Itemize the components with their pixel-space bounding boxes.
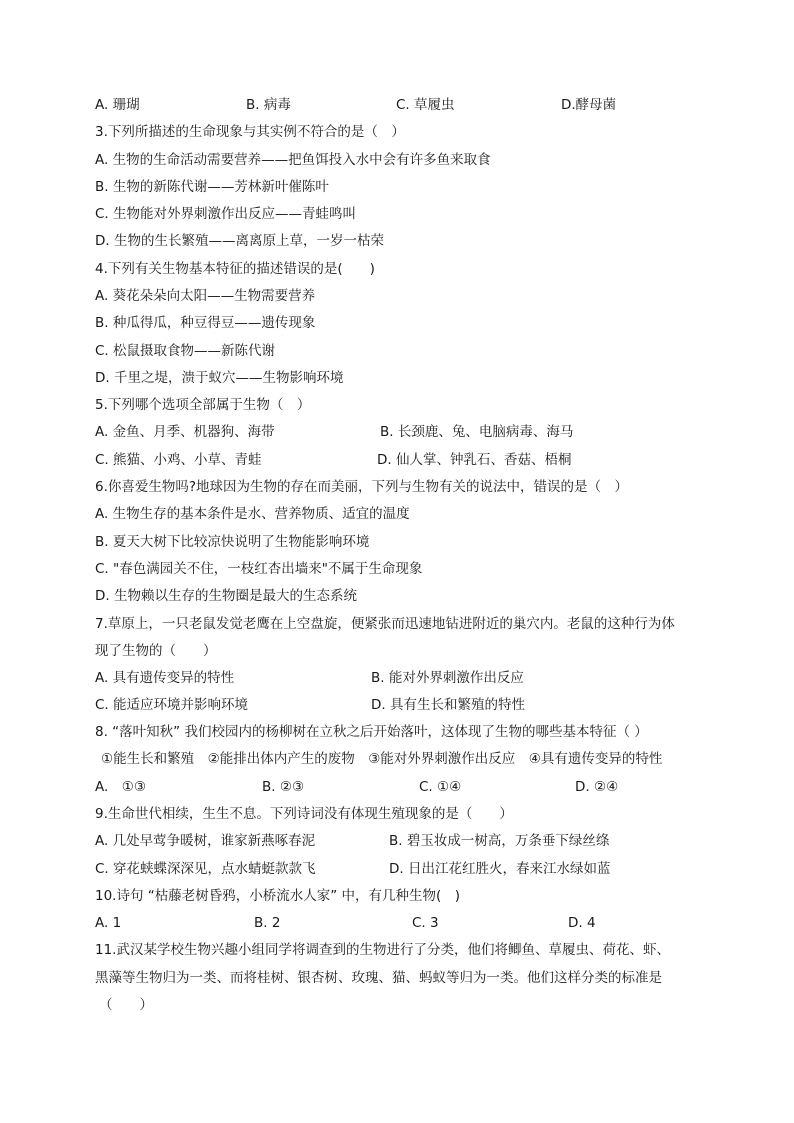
q6-stem: 6.你喜爱生物吗?地球因为生物的存在而美丽，下列与生物有关的说法中，错误的是（ ） bbox=[95, 479, 629, 495]
q7-option-d: D. 具有生长和繁殖的特性 bbox=[371, 697, 525, 713]
q8-stem: 8. “落叶知秋” 我们校园内的杨柳树在立秋之后开始落叶，这体现了生物的哪些基本特征（ ） bbox=[95, 724, 648, 740]
q3-option-a: A. 生物的生命活动需要营养——把鱼饵投入水中会有许多鱼来取食 bbox=[95, 152, 491, 168]
q8-options bbox=[95, 777, 700, 797]
q8-option-a: A. ①③ bbox=[95, 779, 146, 795]
q7-options-row1 bbox=[95, 668, 700, 688]
q8-option-d: D. ②④ bbox=[575, 779, 619, 795]
q9-options-row1 bbox=[95, 831, 700, 851]
q4-option-d: D. 千里之堤，溃于蚁穴——生物影响环境 bbox=[95, 370, 344, 386]
q2-option-c: C. 草履虫 bbox=[396, 97, 455, 113]
q7-option-a: A. 具有遗传变异的特性 bbox=[95, 670, 235, 686]
q5-option-c: C. 熊猫、小鸡、小草、青蛙 bbox=[95, 452, 262, 468]
q7-options-row2 bbox=[95, 695, 700, 715]
q10-option-d: D. 4 bbox=[568, 915, 596, 931]
q9-options-row2 bbox=[95, 859, 700, 879]
q5-option-d: D. 仙人掌、钟乳石、香菇、梧桐 bbox=[377, 452, 572, 468]
q5-options-row1 bbox=[95, 422, 700, 442]
q10-option-b: B. 2 bbox=[254, 915, 281, 931]
q10-options bbox=[95, 913, 700, 933]
q9-option-b: B. 碧玉妆成一树高，万条垂下绿丝绦 bbox=[389, 833, 610, 849]
q3-option-c: C. 生物能对外界刺激作出反应——青蛙鸣叫 bbox=[95, 206, 357, 222]
q7-option-b: B. 能对外界刺激作出反应 bbox=[371, 670, 524, 686]
q6-option-b: B. 夏天大树下比较凉快说明了生物能影响环境 bbox=[95, 534, 370, 550]
q5-stem: 5.下列哪个选项全部属于生物（ ） bbox=[95, 397, 311, 413]
q5-option-a: A. 金鱼、月季、机器狗、海带 bbox=[95, 424, 275, 440]
q9-option-c: C. 穿花蛱蝶深深见，点水蜻蜓款款飞 bbox=[95, 861, 316, 877]
q2-option-a: A. 珊瑚 bbox=[95, 97, 140, 113]
q4-stem: 4.下列有关生物基本特征的描述错误的是( ) bbox=[95, 261, 375, 277]
q9-stem: 9.生命世代相续，生生不息。下列诗词没有体现生殖现象的是（ ） bbox=[95, 806, 513, 822]
q8-option-c: C. ①④ bbox=[419, 779, 462, 795]
q9-option-a: A. 几处早莺争暖树，谁家新燕啄春泥 bbox=[95, 833, 316, 849]
q4-option-b: B. 种瓜得瓜，种豆得豆——遗传现象 bbox=[95, 315, 316, 331]
q10-stem: 10.诗句 “枯藤老树昏鸦，小桥流水人家” 中，有几种生物( ) bbox=[95, 888, 461, 904]
q8-statements: ①能生长和繁殖 ②能排出体内产生的废物 ③能对外界刺激作出反应 ④具有遗传变异的特性 bbox=[101, 751, 663, 767]
q3-option-d: D. 生物的生长繁殖——离离原上草，一岁一枯荣 bbox=[95, 233, 384, 249]
q6-option-d: D. 生物赖以生存的生物圈是最大的生态系统 bbox=[95, 588, 357, 604]
q8-option-b: B. ②③ bbox=[262, 779, 305, 795]
q9-option-d: D. 日出江花红胜火，春来江水绿如蓝 bbox=[389, 861, 611, 877]
q6-option-c: C. "春色满园关不住，一枝红杏出墙来"不属于生命现象 bbox=[95, 561, 423, 577]
q4-option-a: A. 葵花朵朵向太阳——生物需要营养 bbox=[95, 288, 316, 304]
q6-option-a: A. 生物生存的基本条件是水、营养物质、适宜的温度 bbox=[95, 506, 410, 522]
q5-option-b: B. 长颈鹿、兔、电脑病毒、海马 bbox=[380, 424, 574, 440]
q11-stem-line2: 黑藻等生物归为一类、而将桂树、银杏树、玫瑰、猫、蚂蚁等归为一类。他们这样分类的标准是 bbox=[95, 970, 662, 986]
q7-stem-line2: 现了生物的（ ） bbox=[95, 643, 217, 659]
q2-options bbox=[95, 95, 700, 115]
q3-stem: 3.下列所描述的生命现象与其实例不符合的是（ ） bbox=[95, 124, 405, 140]
q7-stem-line1: 7.草原上，一只老鼠发觉老鹰在上空盘旋，便紧张而迅速地钻进附近的巢穴内。老鼠的这种行为体 bbox=[95, 616, 675, 632]
q10-option-a: A. 1 bbox=[95, 915, 122, 931]
q11-stem-line1: 11.武汉某学校生物兴趣小组同学将调查到的生物进行了分类，他们将鲫鱼、草履虫、荷花、虾、 bbox=[95, 942, 670, 958]
q3-option-b: B. 生物的新陈代谢——芳林新叶催陈叶 bbox=[95, 179, 329, 195]
q5-options-row2 bbox=[95, 450, 700, 470]
q10-option-c: C. 3 bbox=[412, 915, 439, 931]
q2-option-b: B. 病毒 bbox=[246, 97, 291, 113]
q2-option-d: D.酵母菌 bbox=[561, 97, 617, 113]
q11-stem-line3: （ ） bbox=[99, 997, 153, 1013]
q7-option-c: C. 能适应环境并影响环境 bbox=[95, 697, 249, 713]
q4-option-c: C. 松鼠摄取食物——新陈代谢 bbox=[95, 343, 276, 359]
